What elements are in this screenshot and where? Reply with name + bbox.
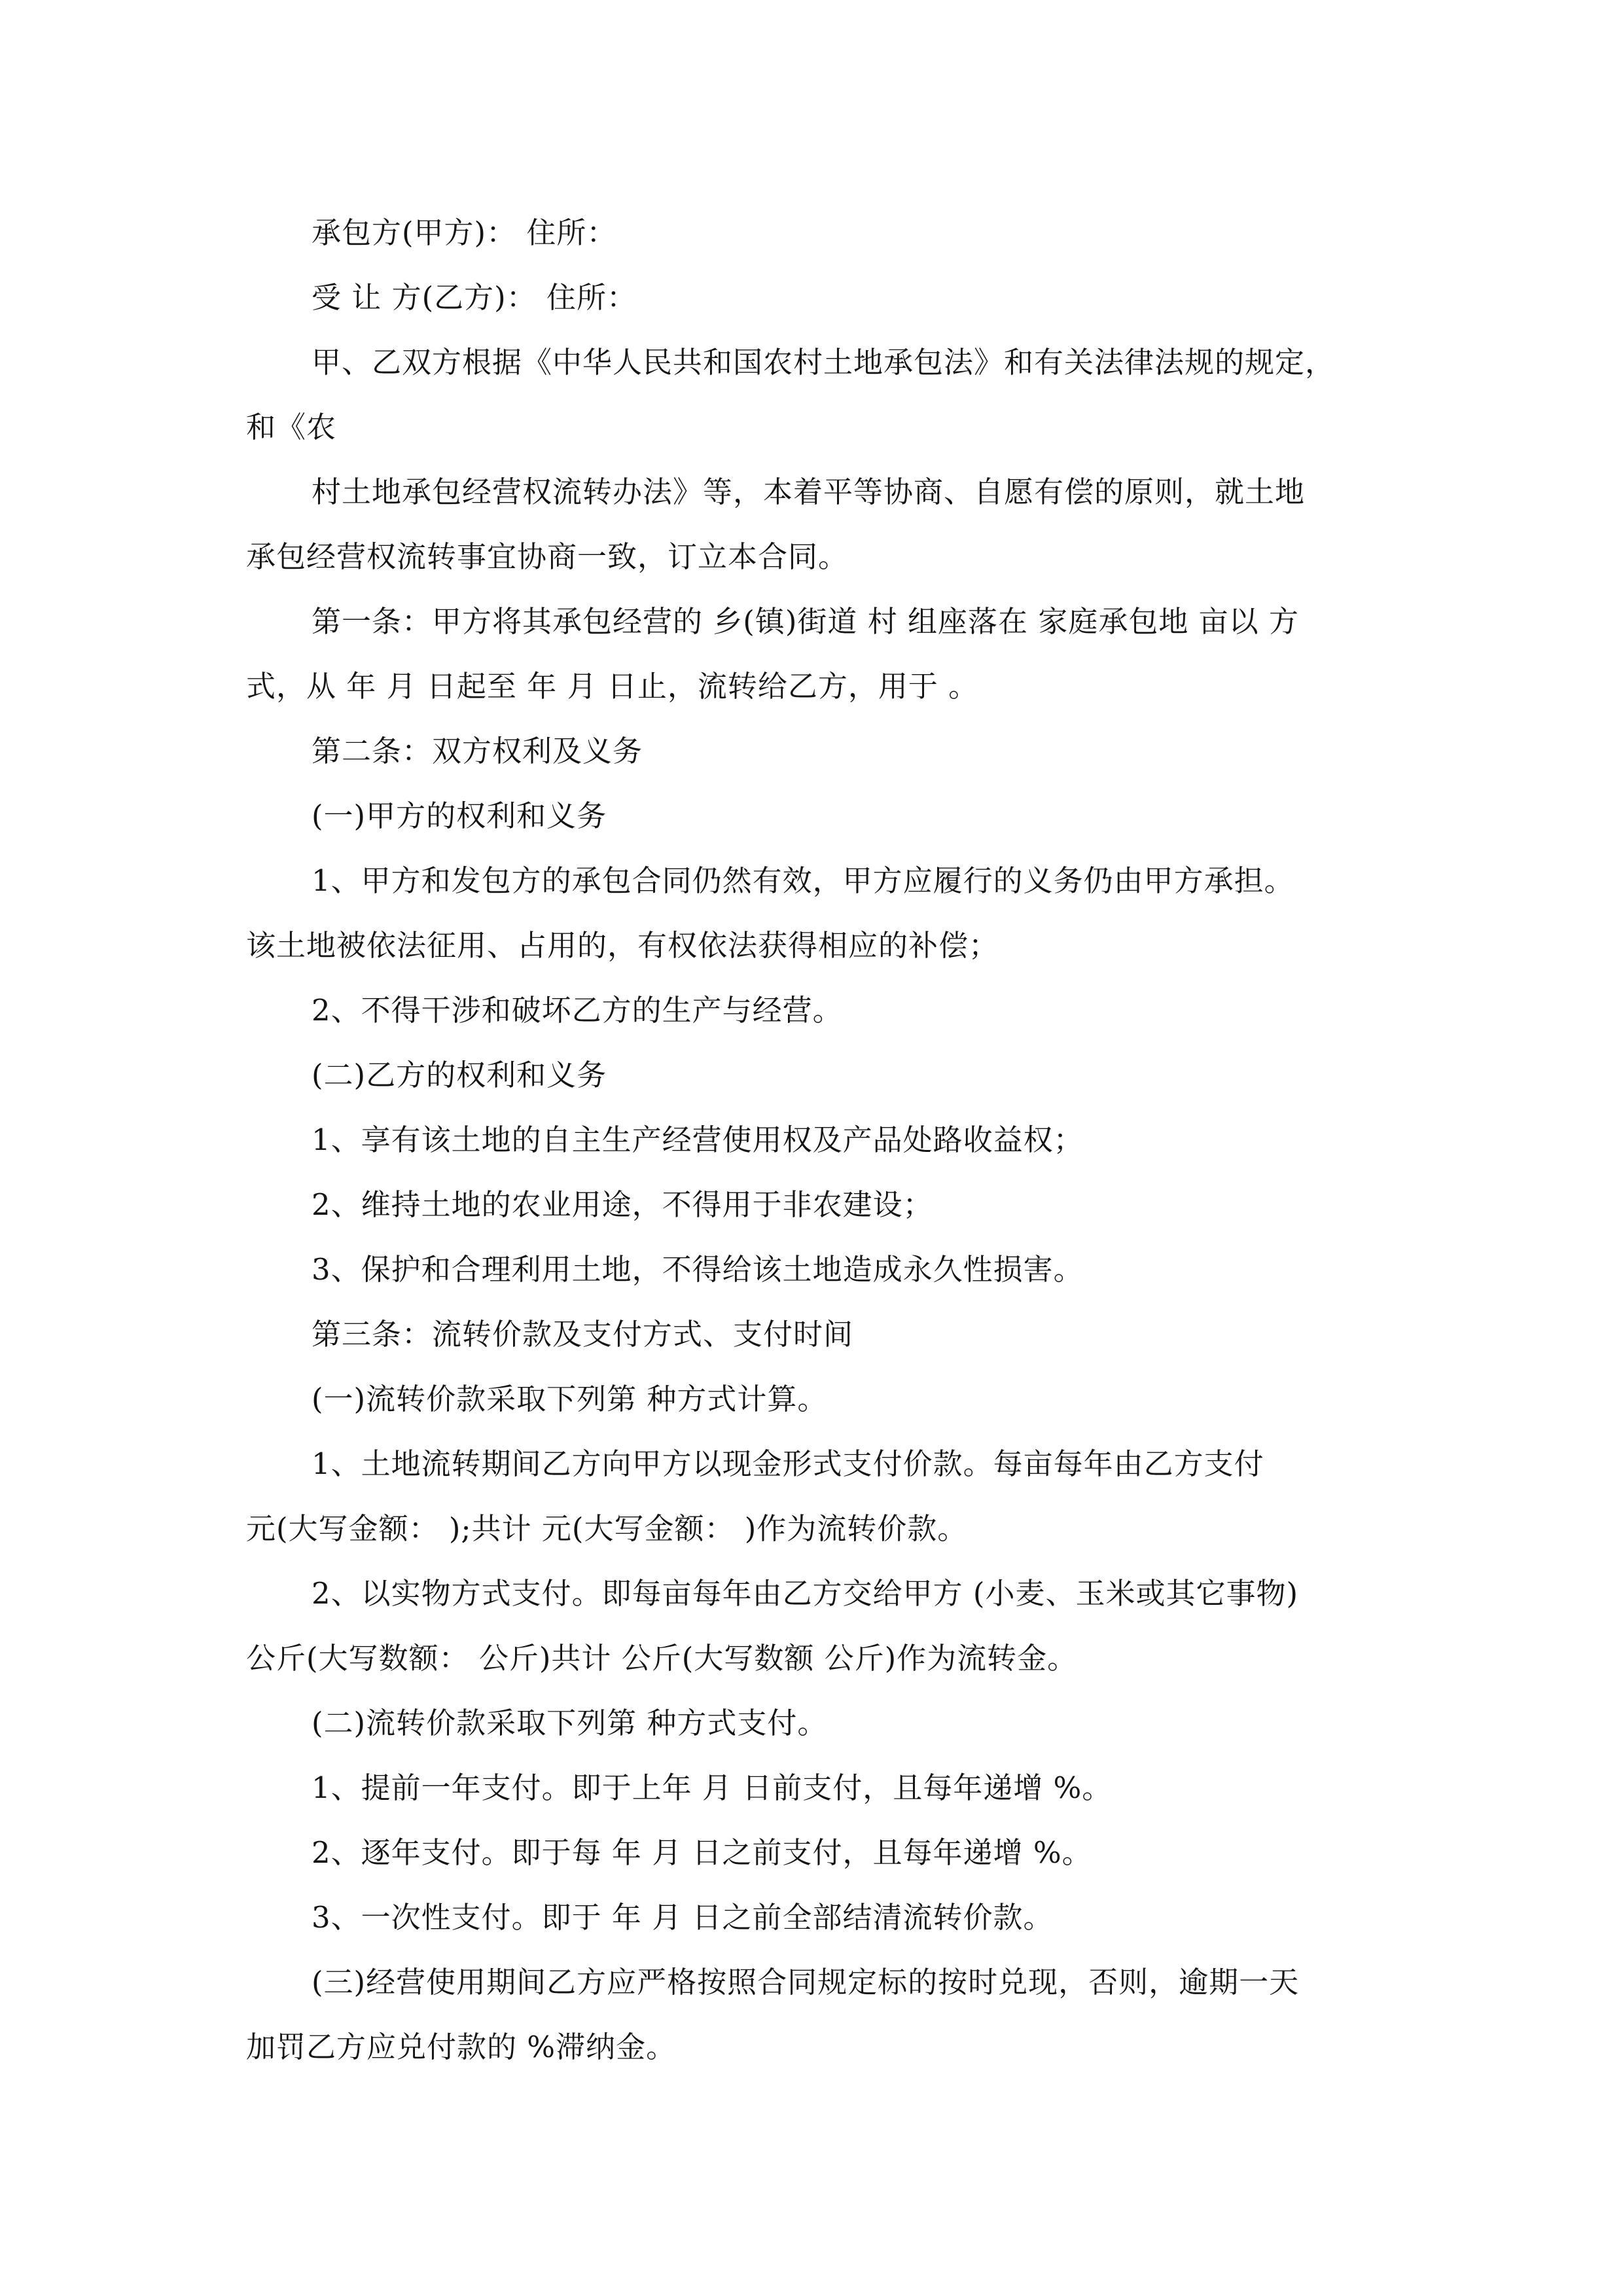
- text-line: 2、维持土地的农业用途，不得用于非农建设；: [312, 1187, 933, 1222]
- text-line: 2、不得干涉和破坏乙方的生产与经营。: [312, 993, 843, 1028]
- text-line: 3、一次性支付。即于 年 月 日之前全部结清流转价款。: [312, 1900, 1054, 1935]
- contract-body: [246, 200, 1418, 2079]
- text-line: 1、享有该土地的自主生产经营使用权及产品处路收益权；: [312, 1122, 1084, 1157]
- text-line: 承包方(甲方)： 住所：: [312, 215, 617, 250]
- text-line: 1、土地流转期间乙方向甲方以现金形式支付价款。每亩每年由乙方支付: [312, 1446, 1264, 1481]
- text-line: 承包经营权流转事宜协商一致，订立本合同。: [246, 539, 849, 574]
- text-line: 该土地被依法征用、占用的，有权依法获得相应的补偿；: [246, 928, 999, 963]
- text-line: 1、甲方和发包方的承包合同仍然有效，甲方应履行的义务仍由甲方承担。: [312, 863, 1294, 898]
- text-line: 2、逐年支付。即于每 年 月 日之前支付，且每年递增 %。: [312, 1835, 1092, 1870]
- text-line: 加罚乙方应兑付款的 %滞纳金。: [246, 2030, 677, 2064]
- text-line: (一)甲方的权利和义务: [312, 798, 607, 833]
- text-line: (二)乙方的权利和义务: [312, 1058, 607, 1092]
- text-line: 1、提前一年支付。即于上年 月 日前支付，且每年递增 %。: [312, 1770, 1113, 1805]
- text-line: 元(大写金额： );共计 元(大写金额： )作为流转价款。: [246, 1511, 968, 1546]
- text-line: 公斤(大写数额： 公斤)共计 公斤(大写数额 公斤)作为流转金。: [246, 1641, 1078, 1676]
- text-line: 第二条：双方权利及义务: [312, 734, 643, 768]
- text-line: 和《农: [246, 410, 337, 444]
- text-line: 受 让 方(乙方)： 住所：: [312, 280, 637, 315]
- text-line: 3、保护和合理利用土地，不得给该土地造成永久性损害。: [312, 1252, 1084, 1287]
- text-line: 式，从 年 月 日起至 年 月 日止，流转给乙方，用于 。: [246, 669, 979, 704]
- text-line: 第一条：甲方将其承包经营的 乡(镇)街道 村 组座落在 家庭承包地 亩以 方: [312, 604, 1299, 639]
- text-line: (二)流转价款采取下列第 种方式支付。: [312, 1706, 828, 1740]
- text-line: 2、以实物方式支付。即每亩每年由乙方交给甲方 (小麦、玉米或其它事物): [312, 1576, 1299, 1611]
- text-line: (一)流转价款采取下列第 种方式计算。: [312, 1382, 828, 1416]
- text-line: 甲、乙双方根据《中华人民共和国农村土地承包法》和有关法律法规的规定，: [312, 345, 1336, 380]
- text-line: 村土地承包经营权流转办法》等，本着平等协商、自愿有偿的原则，就土地: [312, 475, 1306, 509]
- text-line: 第三条：流转价款及支付方式、支付时间: [312, 1317, 854, 1352]
- text-line: (三)经营使用期间乙方应严格按照合同规定标的按时兑现，否则，逾期一天: [312, 1965, 1300, 2000]
